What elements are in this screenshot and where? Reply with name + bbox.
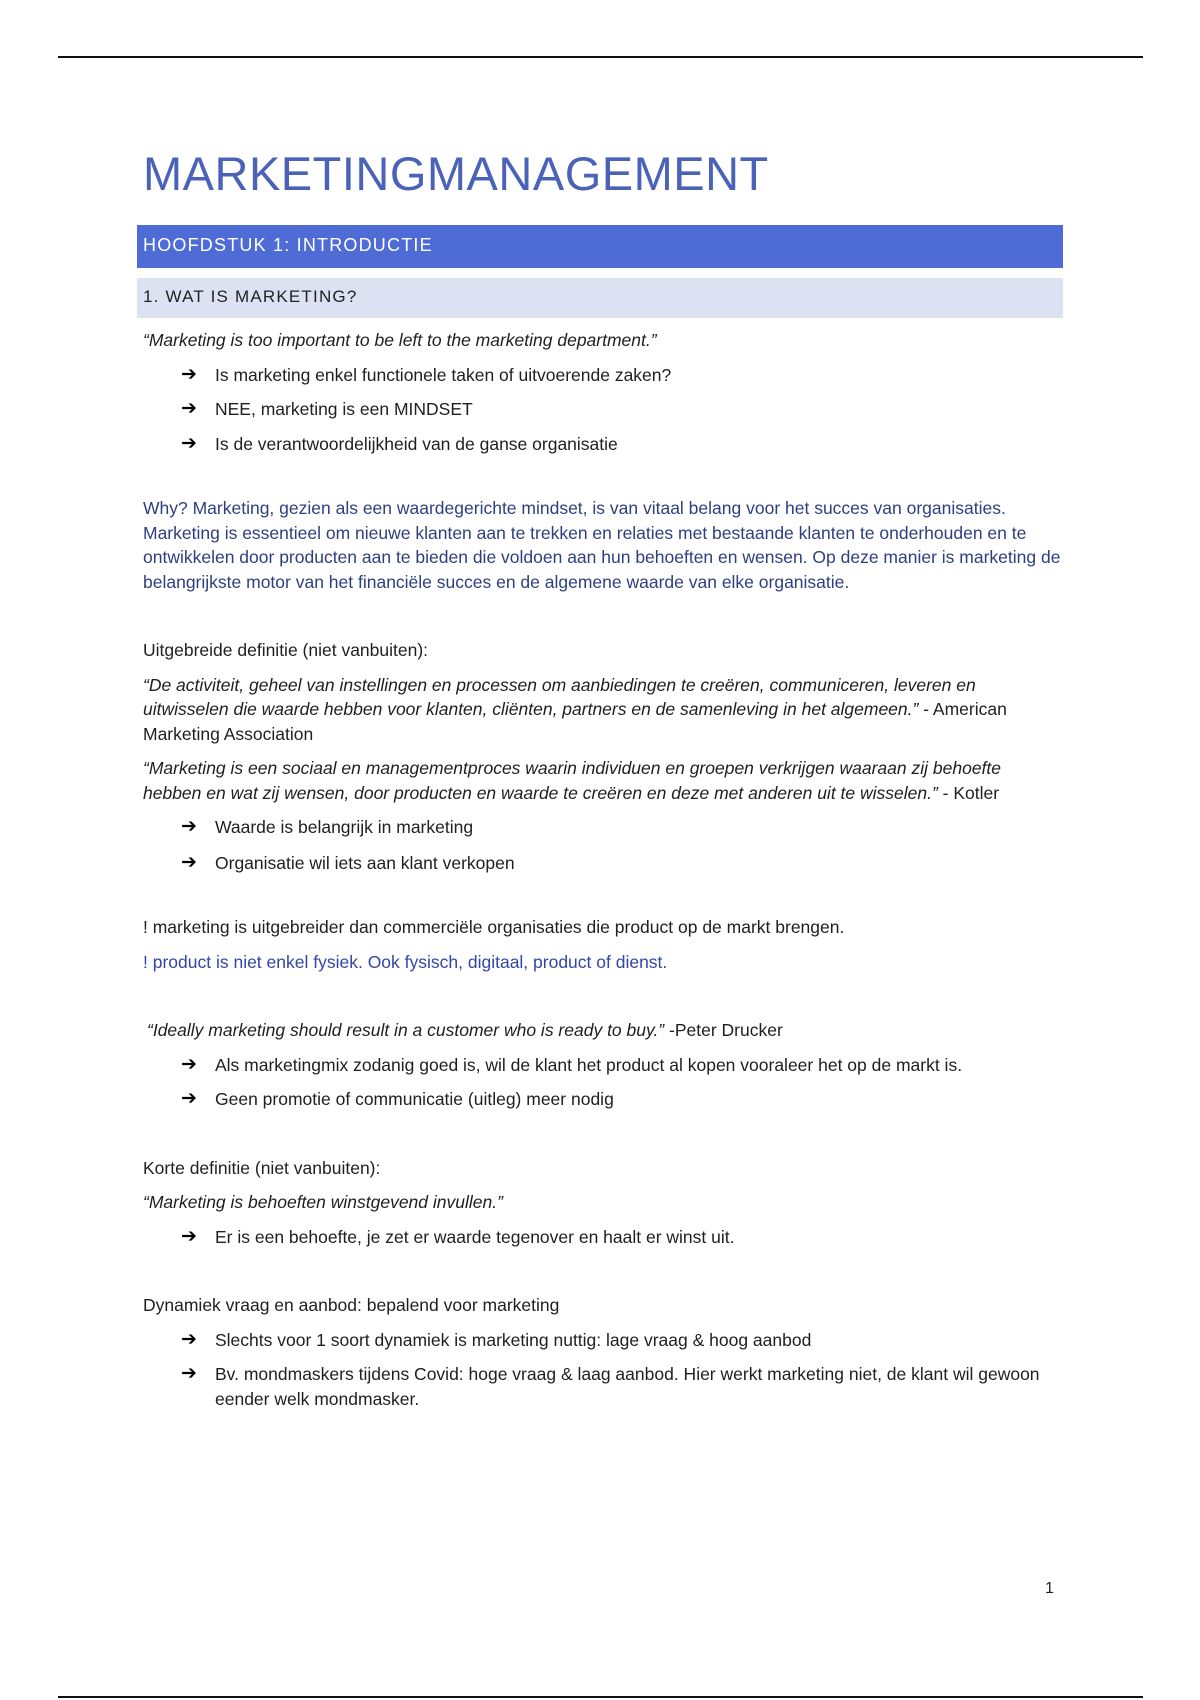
arrow-icon: ➔ bbox=[181, 816, 197, 837]
section-heading: 1. WAT IS MARKETING? bbox=[137, 278, 1063, 318]
document-title: MARKETINGMANAGEMENT bbox=[143, 147, 769, 200]
list-item: ➔ Slechts voor 1 soort dynamiek is marketing nuttig: lage vraag & hoog aanbod bbox=[181, 1328, 1063, 1353]
document-page bbox=[143, 147, 1063, 1411]
arrow-icon: ➔ bbox=[181, 398, 197, 419]
arrow-icon: ➔ bbox=[181, 1053, 197, 1075]
list-item: ➔ Organisatie wil iets aan klant verkopen bbox=[181, 851, 1063, 876]
footer-rule bbox=[58, 1696, 1143, 1698]
list-item: ➔ Is de verantwoordelijkheid van de ganse organisatie bbox=[181, 432, 1063, 457]
extended-definition-label: Uitgebreide definitie (niet vanbuiten): bbox=[143, 640, 429, 660]
bullet-list-3 bbox=[143, 1053, 1063, 1112]
arrow-icon: ➔ bbox=[181, 1225, 197, 1247]
bullet-list-5 bbox=[143, 1328, 1063, 1412]
arrow-icon: ➔ bbox=[181, 1088, 197, 1109]
header-rule bbox=[58, 56, 1143, 58]
why-paragraph: Why? Marketing, gezien als een waardegerichte mindset, is van vitaal belang voor het succes van organisaties. Marketing is essentieel om nieuwe klanten aan te trekken en relaties met bestaande klanten te onderhouden en te ontwikkelen door producten aan te bieden die voldoen aan hun behoeften en wensen. Op deze manier is marketing de belangrijkste motor van het financiële succes en de algemene waarde van elke organisatie. bbox=[143, 498, 1061, 592]
list-item: ➔ Waarde is belangrijk in marketing bbox=[181, 815, 1063, 840]
note-product: ! product is niet enkel fysiek. Ook fysisch, digitaal, product of dienst. bbox=[143, 951, 668, 972]
list-item: ➔ Als marketingmix zodanig goed is, wil de klant het product al kopen vooraleer het op de markt is. bbox=[181, 1053, 1063, 1078]
arrow-icon: ➔ bbox=[181, 432, 197, 454]
list-item: ➔ Geen promotie of communicatie (uitleg) meer nodig bbox=[181, 1087, 1063, 1112]
bullet-list-2 bbox=[143, 815, 1063, 875]
dynamics-label: Dynamiek vraag en aanbod: bepalend voor marketing bbox=[143, 1295, 560, 1315]
bullet-list-4 bbox=[143, 1225, 1063, 1250]
bullet-list-1 bbox=[143, 363, 1063, 457]
list-item: ➔ Er is een behoefte, je zet er waarde tegenover en haalt er winst uit. bbox=[181, 1225, 1063, 1250]
short-definition-label: Korte definitie (niet vanbuiten): bbox=[143, 1157, 381, 1178]
page-number: 1 bbox=[1045, 1580, 1054, 1597]
ama-definition: “De activiteit, geheel van instellingen en processen om aanbiedingen te creëren, communiceren, leveren en uitwisselen die waarde hebben voor klanten, cliënten, partners en de samenleving in het algemeen.” - American Marketing Association bbox=[143, 674, 1007, 744]
arrow-icon: ➔ bbox=[181, 1328, 197, 1350]
quote-paragraph: “Marketing is too important to be left to the marketing department.” bbox=[143, 330, 657, 350]
list-item: ➔ NEE, marketing is een MINDSET bbox=[181, 397, 1063, 422]
arrow-icon: ➔ bbox=[181, 851, 197, 873]
note-commercial: ! marketing is uitgebreider dan commerciële organisaties die product op de markt brengen. bbox=[143, 917, 845, 937]
arrow-icon: ➔ bbox=[181, 363, 197, 385]
arrow-icon: ➔ bbox=[181, 1363, 197, 1384]
drucker-quote: “Ideally marketing should result in a customer who is ready to buy.” -Peter Drucker bbox=[147, 1020, 783, 1040]
list-item: ➔ Bv. mondmaskers tijdens Covid: hoge vraag & laag aanbod. Hier werkt marketing niet, de klant wil gewoon eender welk mondmasker. bbox=[181, 1363, 1040, 1409]
chapter-heading: HOOFDSTUK 1: INTRODUCTIE bbox=[137, 225, 1063, 268]
list-item: ➔ Is marketing enkel functionele taken of uitvoerende zaken? bbox=[181, 363, 1063, 388]
short-definition-quote: “Marketing is behoeften winstgevend invullen.” bbox=[143, 1192, 503, 1212]
kotler-definition: “Marketing is een sociaal en managementproces waarin individuen en groepen verkrijgen waaraan zij behoefte hebben en wat zij wensen, door producten en waarde te creëren en deze met anderen uit te wisselen.” - Kotler bbox=[143, 758, 1002, 803]
